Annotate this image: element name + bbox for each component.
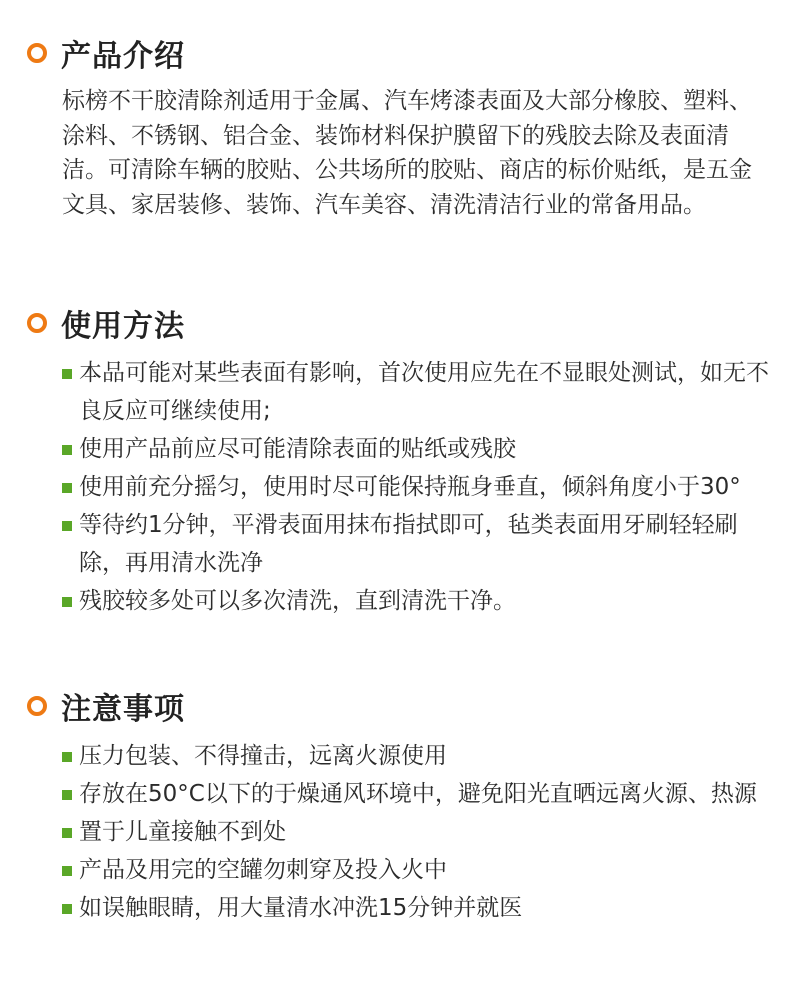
notes-item-text: 如误触眼睛，用大量清水冲洗15分钟并就医	[79, 895, 523, 921]
usage-title: 使用方法	[61, 309, 185, 344]
usage-item-text: 等待约1分钟，平滑表面用抹布指拭即可，毡类表面用牙刷轻轻刷除，再用清水洗净	[79, 512, 738, 576]
green-square-bullet-icon	[62, 828, 72, 838]
green-square-bullet-icon	[62, 445, 72, 455]
product-intro-title: 产品介绍	[61, 39, 185, 74]
green-square-bullet-icon	[62, 521, 72, 531]
notes-list-item	[0, 813, 779, 851]
green-square-bullet-icon	[62, 904, 72, 914]
green-square-bullet-icon	[62, 752, 72, 762]
product-intro-paragraph: 标榜不干胶清除剂适用于金属、汽车烤漆表面及大部分橡胶、塑料、涂料、不锈钢、铝合金、装饰材料保护膜留下的残胶去除及表面清洁。可清除车辆的胶贴、公共场所的胶贴、商店的标价贴纸，是五金文具、家居装修、装饰、汽车美容、清洗清洁行业的常备用品。	[62, 88, 752, 218]
usage-list-item	[0, 430, 779, 468]
orange-ring-icon	[27, 696, 47, 716]
notes-item-text: 产品及用完的空罐勿刺穿及投入火中	[79, 857, 447, 883]
green-square-bullet-icon	[62, 483, 72, 493]
notes-section	[0, 683, 790, 927]
usage-section	[0, 300, 790, 620]
usage-list	[0, 354, 790, 620]
green-square-bullet-icon	[62, 866, 72, 876]
notes-item-text: 压力包装、不得撞击，远离火源使用	[79, 743, 447, 769]
notes-list	[0, 737, 790, 927]
notes-item-text: 存放在50°C以下的于燥通风环境中，避免阳光直晒远离火源、热源	[79, 781, 757, 807]
orange-ring-icon	[27, 313, 47, 333]
product-intro-heading	[27, 30, 790, 76]
green-square-bullet-icon	[62, 369, 72, 379]
usage-list-item	[0, 354, 779, 430]
notes-heading	[27, 683, 790, 729]
notes-title: 注意事项	[61, 692, 185, 727]
notes-list-item	[0, 889, 779, 927]
usage-item-text: 残胶较多处可以多次清洗，直到清洗干净。	[79, 588, 516, 614]
notes-item-text: 置于儿童接触不到处	[79, 819, 286, 845]
usage-item-text: 使用前充分摇匀，使用时尽可能保持瓶身垂直，倾斜角度小于30°	[79, 474, 741, 500]
usage-list-item	[0, 582, 779, 620]
usage-item-text: 本品可能对某些表面有影响，首次使用应先在不显眼处测试，如无不良反应可继续使用;	[79, 360, 769, 424]
usage-list-item	[0, 506, 779, 582]
product-intro-section	[0, 30, 790, 222]
usage-item-text: 使用产品前应尽可能清除表面的贴纸或残胶	[79, 436, 516, 462]
usage-heading	[27, 300, 790, 346]
green-square-bullet-icon	[62, 597, 72, 607]
notes-list-item	[0, 775, 779, 813]
orange-ring-icon	[27, 43, 47, 63]
usage-list-item	[0, 468, 779, 506]
green-square-bullet-icon	[62, 790, 72, 800]
notes-list-item	[0, 737, 779, 775]
notes-list-item	[0, 851, 779, 889]
